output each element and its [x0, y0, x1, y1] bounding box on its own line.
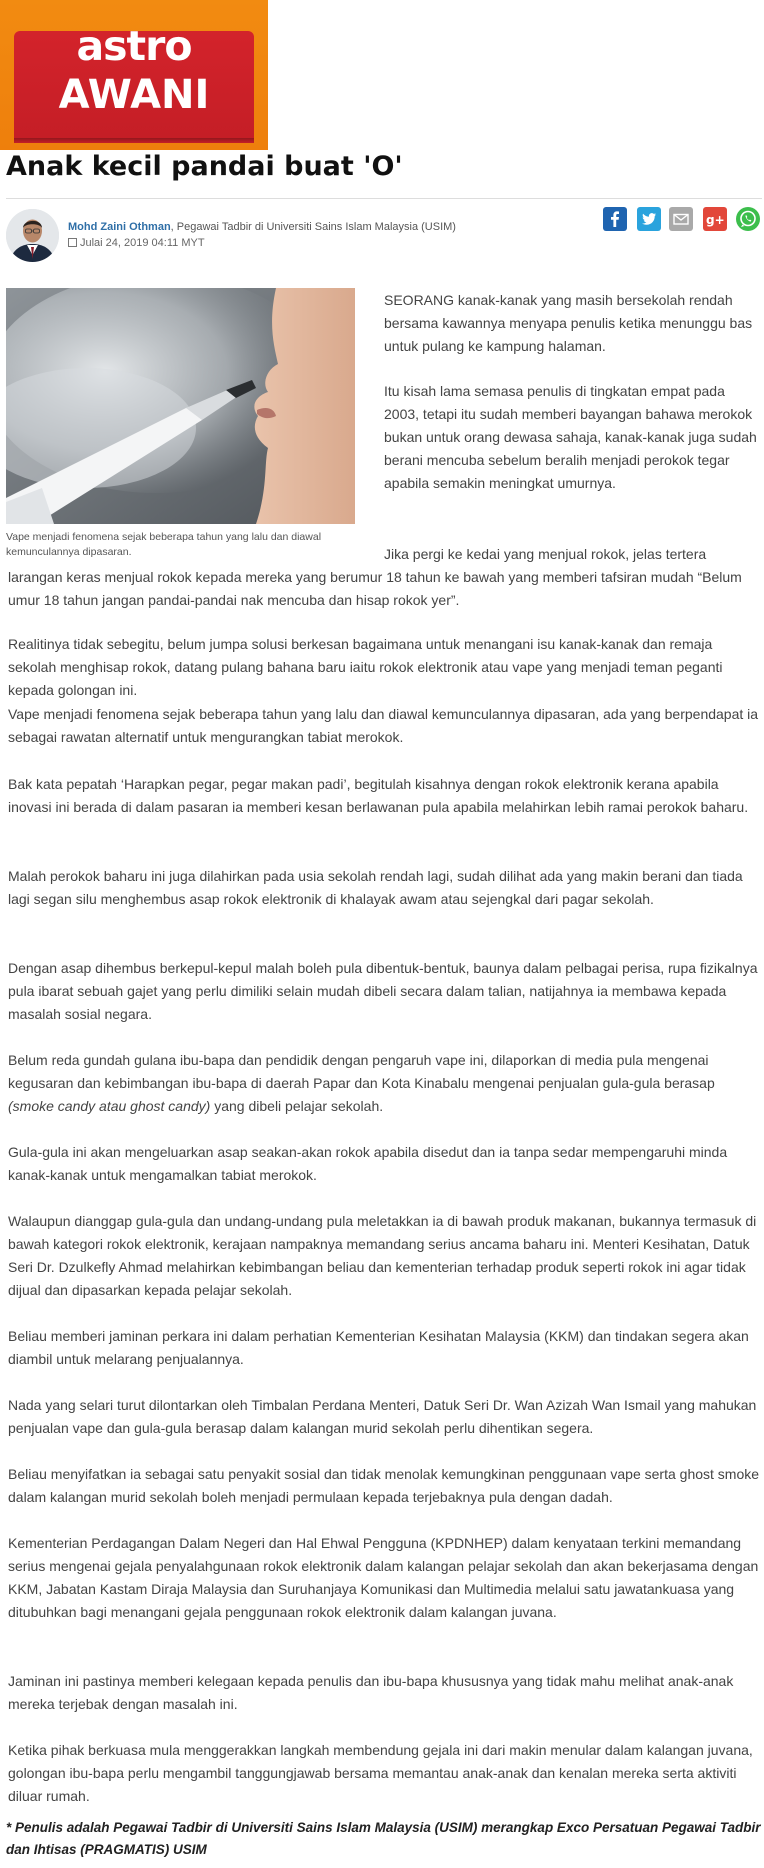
- byline: [68, 221, 456, 233]
- article-paragraph: Gula-gula ini akan mengeluarkan asap seakan-akan rokok apabila disedut dan ia tanpa sedar mempengaruhi minda kanak-kanak untuk mengamalkan tabiat merokok.: [8, 1144, 728, 1183]
- whatsapp-icon: [736, 207, 760, 231]
- whatsapp-share-button[interactable]: [736, 207, 760, 231]
- article-paragraph: Ketika pihak berkuasa mula menggerakkan langkah membendung gejala ini dari makin menular dalam kalangan juvana, golongan ibu-bapa perlu mengambil tanggungjawab bersama memantau anak-anak dan kenalan mereka serta aktiviti diluar rumah.: [8, 1742, 753, 1804]
- article-paragraph: Beliau menyifatkan ia sebagai satu penyakit sosial dan tidak menolak kemungkinan penggunaan vape serta ghost smoke dalam kalangan murid sekolah boleh menjadi permulaan kepada terjebaknya pula dengan dadah.: [8, 1466, 760, 1505]
- facebook-icon: [603, 207, 627, 231]
- twitter-icon: [637, 207, 661, 231]
- author-footnote: * Penulis adalah Pegawai Tadbir di Universiti Sains Islam Malaysia (USIM) merangkap Exco Persatuan Pegawai Tadbir dan Ihtisas (PRAGMATIS) USIM: [6, 1820, 761, 1857]
- article-paragraph: Bak kata pepatah ‘Harapkan pegar, pegar makan padi’, begitulah kisahnya dengan rokok elektronik kerana apabila inovasi ini berada di dalam pasaran ia memberi kesan berlawanan pula apabila melahirkan lebih ramai perokok baharu.: [8, 776, 749, 815]
- astro-awani-logo[interactable]: [0, 0, 268, 150]
- publish-date-text: Julai 24, 2019 04:11 MYT: [80, 237, 205, 249]
- article-paragraph: Belum reda gundah gulana ibu-bapa dan pendidik dengan pengaruh vape ini, dilaporkan di media pula mengenai kegusaran dan kebimbangan ibu-bapa di daerah Papar dan Kota Kinabalu mengenai penjualan gula-gula berasap (smoke candy atau ghost candy) yang dibeli pelajar sekolah.: [8, 1052, 715, 1114]
- email-share-button[interactable]: [669, 207, 693, 231]
- article-paragraph: larangan keras menjual rokok kepada mereka yang berumur 18 tahun ke bawah yang memberi tafsiran mudah “Belum umur 18 tahun jangan pandai-pandai nak mencuba dan hisap rokok yer”.: [8, 569, 742, 608]
- article-paragraph: Nada yang selari turut dilontarkan oleh Timbalan Perdana Menteri, Datuk Seri Dr. Wan Azizah Wan Ismail yang mahukan penjualan vape dan gula-gula berasap dalam kalangan murid sekolah perlu dihentikan segera.: [8, 1397, 757, 1436]
- article-paragraph: Vape menjadi fenomena sejak beberapa tahun yang lalu dan diawal kemunculannya dipasaran, ada yang berpendapat ia sebagai rawatan alternatif untuk mengurangkan tabiat merokok.: [8, 706, 759, 745]
- calendar-icon: [68, 238, 77, 247]
- page-title: Anak kecil pandai buat 'O': [6, 151, 403, 182]
- article-paragraph: Malah perokok baharu ini juga dilahirkan pada usia sekolah rendah lagi, sudah dilihat ada yang makin berani dan tiada lagi segan silu menghembus asap rokok elektronik di khalayak awam atau sejengkal dari pagar sekolah.: [8, 868, 743, 907]
- logo-text-astro: astro: [76, 22, 192, 70]
- author-link[interactable]: Mohd Zaini Othman: [68, 221, 171, 233]
- twitter-share-button[interactable]: [637, 207, 661, 231]
- article-paragraph: Jika pergi ke kedai yang menjual rokok, jelas tertera: [384, 546, 707, 562]
- article-paragraph: Jaminan ini pastinya memberi kelegaan kepada penulis dan ibu-bapa khususnya yang tidak mahu melihat anak-anak mereka terjebak dengan masalah ini.: [8, 1673, 734, 1712]
- image-caption: Vape menjadi fenomena sejak beberapa tahun yang lalu dan diawal kemunculannya dipasaran.: [6, 531, 322, 558]
- article-paragraph: Itu kisah lama semasa penulis di tingkatan empat pada 2003, tetapi itu sudah memberi bayangan bahawa merokok bukan untuk orang dewasa sahaja, kanak-kanak juga sudah berani mencuba sebelum beralih menjadi perokok tegar apabila semakin meningkat umurnya.: [384, 383, 757, 491]
- article-paragraph: Walaupun dianggap gula-gula dan undang-undang pula meletakkan ia di bawah produk makanan, bukannya termasuk di bawah kategori rokok elektronik, kerajaan nampaknya memandang serius ancama baharu ini. Menteri Kesihatan, Datuk Seri Dr. Dzulkefly Ahmad melahirkan kebimbangan beliau dan kementerian terhadap produk seperti rokok ini agar tidak dijual dan dipasarkan kepada pelajar sekolah.: [8, 1213, 757, 1298]
- article-paragraph: Beliau memberi jaminan perkara ini dalam perhatian Kementerian Kesihatan Malaysia (KKM) dan tindakan segera akan diambil untuk melarang penjualannya.: [8, 1328, 749, 1367]
- author-role: , Pegawai Tadbir di Universiti Sains Islam Malaysia (USIM): [170, 221, 456, 233]
- svg-text:g+: g+: [706, 213, 725, 227]
- logo-shadow: [14, 138, 254, 143]
- article-paragraph: SEORANG kanak-kanak yang masih bersekolah rendah bersama kawannya menyapa penulis ketika menunggu bas untuk pulang ke kampung halaman.: [384, 292, 753, 354]
- publish-date: [68, 237, 205, 249]
- divider: [6, 198, 762, 199]
- author-avatar[interactable]: [6, 209, 59, 262]
- googleplus-icon: [703, 207, 727, 231]
- email-icon: [669, 207, 693, 231]
- logo-text-awani: AWANI: [58, 72, 210, 118]
- article-image: [6, 288, 355, 524]
- article-paragraph: Dengan asap dihembus berkepul-kepul malah boleh pula dibentuk-bentuk, baunya dalam pelbagai perisa, rupa fizikalnya pula ibarat sebuah gajet yang perlu dimiliki selain mudah dibeli secara dalam talian, natijahnya ia membawa kepada masalah sosial negara.: [8, 960, 758, 1022]
- article-paragraph: Kementerian Perdagangan Dalam Negeri dan Hal Ehwal Pengguna (KPDNHEP) dalam kenyataan terkini memandang serius mengenai gejala penyalahgunaan rokok elektronik dalam kalangan pelajar sekolah dan akan bekerjasama dengan KKM, Jabatan Kastam Diraja Malaysia dan Suruhanjaya Komunikasi dan Multimedia melalui satu jawatankuasa yang ditubuhkan bagi menangani gejala penggunaan rokok elektronik dalam kalangan juvana.: [8, 1535, 759, 1620]
- article-paragraph: Realitinya tidak sebegitu, belum jumpa solusi berkesan bagaimana untuk menangani isu kanak-kanak dan remaja sekolah menghisap rokok, datang pulang bahana baru iaitu rokok elektronik atau vape yang menjadi teman peganti kepada golongan ini.: [8, 636, 723, 698]
- facebook-share-button[interactable]: [603, 207, 627, 231]
- googleplus-share-button[interactable]: [703, 207, 727, 231]
